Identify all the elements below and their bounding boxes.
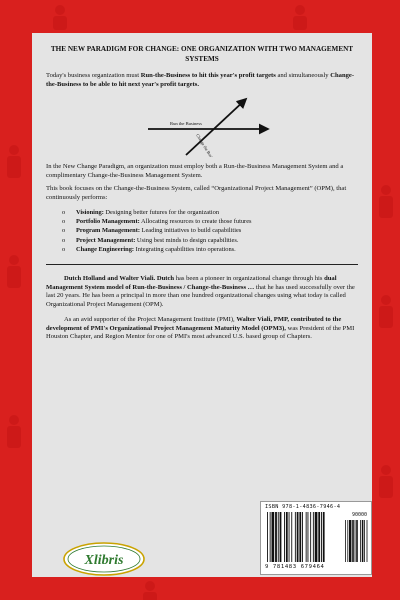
author-bio-paragraph-2: As an avid supporter of the Project Management Institute (PMI), Walter Viali, PMP, contributed to the development of PMI's Organizational Project Management Maturity Model (OPM3), was President of the PMI Houston Chapter, and Region Mentor for one of PMI's most advanced U.S. based group of Chapters. — [46, 315, 355, 341]
barcode-bar — [306, 512, 307, 562]
barcode-bar — [315, 512, 318, 562]
paradigm-arrows — [46, 95, 358, 157]
person-silhouette-icon — [379, 185, 393, 218]
barcode-bar — [302, 512, 303, 562]
person-silhouette-icon — [143, 581, 157, 600]
barcode-bar — [295, 512, 296, 562]
barcode-bar — [272, 512, 275, 562]
person-silhouette-icon — [7, 415, 21, 448]
section-divider — [46, 264, 358, 265]
barcode-addon-bar — [355, 520, 356, 562]
isbn-label: ISBN 978-1-4836-7946-4 — [265, 504, 341, 510]
price-code: 90000 — [351, 512, 367, 518]
barcode-bar — [284, 512, 285, 562]
change-business-arrow — [186, 99, 246, 155]
barcode-bar — [267, 512, 268, 562]
bullet-icon: o — [62, 208, 66, 216]
isbn-barcode — [260, 501, 372, 575]
run-business-label: Run the Business — [170, 120, 202, 126]
person-silhouette-icon — [379, 295, 393, 328]
bullet-icon: o — [62, 236, 66, 244]
barcode-bar — [323, 512, 325, 562]
bullet-icon: o — [62, 217, 66, 225]
intro-paragraph — [46, 72, 358, 89]
list-item: o Change Engineering: Integrating capabilities into operations. — [62, 245, 236, 253]
barcode-bar — [270, 512, 271, 562]
barcode-addon-bar — [356, 520, 358, 562]
barcode-bar — [289, 512, 290, 562]
barcode-bar — [310, 512, 311, 562]
back-cover-panel — [32, 33, 372, 577]
person-silhouette-icon — [7, 255, 21, 288]
barcode-bars — [265, 512, 369, 564]
paradigm-diagram — [46, 95, 358, 157]
barcode-addon-bar — [362, 520, 364, 562]
intro-text-b: Run-the-Business to hit this year's profit targets — [140, 72, 276, 80]
barcode-addon-bar — [360, 520, 361, 562]
barcode-bar — [286, 512, 288, 562]
person-silhouette-icon — [53, 5, 67, 30]
opm-list — [62, 208, 358, 254]
xlibris-logo-icon — [62, 541, 146, 577]
intro-text-d: Change-the-Business to be able to hit next year's profit targets. — [46, 72, 355, 89]
barcode-number: 9 781483 679464 — [265, 564, 325, 570]
barcode-addon-bar — [347, 520, 348, 562]
list-item: o Program Management: Leading initiatives to build capabilities — [62, 227, 242, 235]
paradigm-paragraph: In the New Change Paradigm, an organization must employ both a Run-the-Business Management System and a complimentary Change-the-Business Management System. — [46, 162, 344, 179]
person-silhouette-icon — [7, 145, 21, 178]
intro-text-a: Today's business organization must — [46, 72, 141, 80]
publisher-name: Xlibris — [84, 553, 124, 568]
barcode-addon-bar — [352, 520, 354, 562]
person-silhouette-icon — [379, 465, 393, 498]
list-item: o Visioning: Designing better futures for the organization — [62, 208, 220, 216]
barcode-bar — [297, 512, 299, 562]
barcode-addon-bar — [364, 520, 365, 562]
page-title: THE NEW PARADIGM FOR CHANGE: ONE ORGANIZATION WITH TWO MANAGEMENT SYSTEMS — [50, 45, 354, 63]
barcode-bar — [321, 512, 322, 562]
barcode-bar — [313, 512, 314, 562]
list-item: o Portfolio Management: Allocating resources to create those futures — [62, 217, 252, 225]
barcode-bar — [280, 512, 282, 562]
list-item: o Project Management: Using best minds to design capabilities. — [62, 236, 239, 244]
barcode-addon-bar — [345, 520, 346, 562]
publisher-logo — [62, 541, 146, 577]
change-business-label: Change the Business — [195, 132, 218, 157]
person-silhouette-icon — [293, 5, 307, 30]
bullet-icon: o — [62, 245, 66, 253]
barcode-bar — [291, 512, 292, 562]
author-bio-paragraph-1: Dutch Holland and Walter Viali. Dutch has been a pioneer in organizational change through his dual Management System model of Run-the-Business / Change-the-Business … that he has used successfully over the last 20 years. He has been a principal in more than one hundred organizational changes using what today is called Organizational Project Management (OPM). — [46, 275, 355, 309]
intro-text-c: and simultaneously — [275, 72, 331, 80]
barcode-bar — [278, 512, 279, 562]
focus-paragraph: This book focuses on the Change-the-Business System, called “Organizational Project Management” (OPM), that continuously performs: — [46, 185, 347, 201]
barcode-addon-bar — [367, 520, 368, 562]
barcode-bar — [308, 512, 309, 562]
barcode-bar — [318, 512, 320, 562]
barcode-bar — [275, 512, 277, 562]
bullet-icon: o — [62, 227, 66, 235]
barcode-addon-bar — [349, 520, 351, 562]
barcode-bar — [299, 512, 301, 562]
